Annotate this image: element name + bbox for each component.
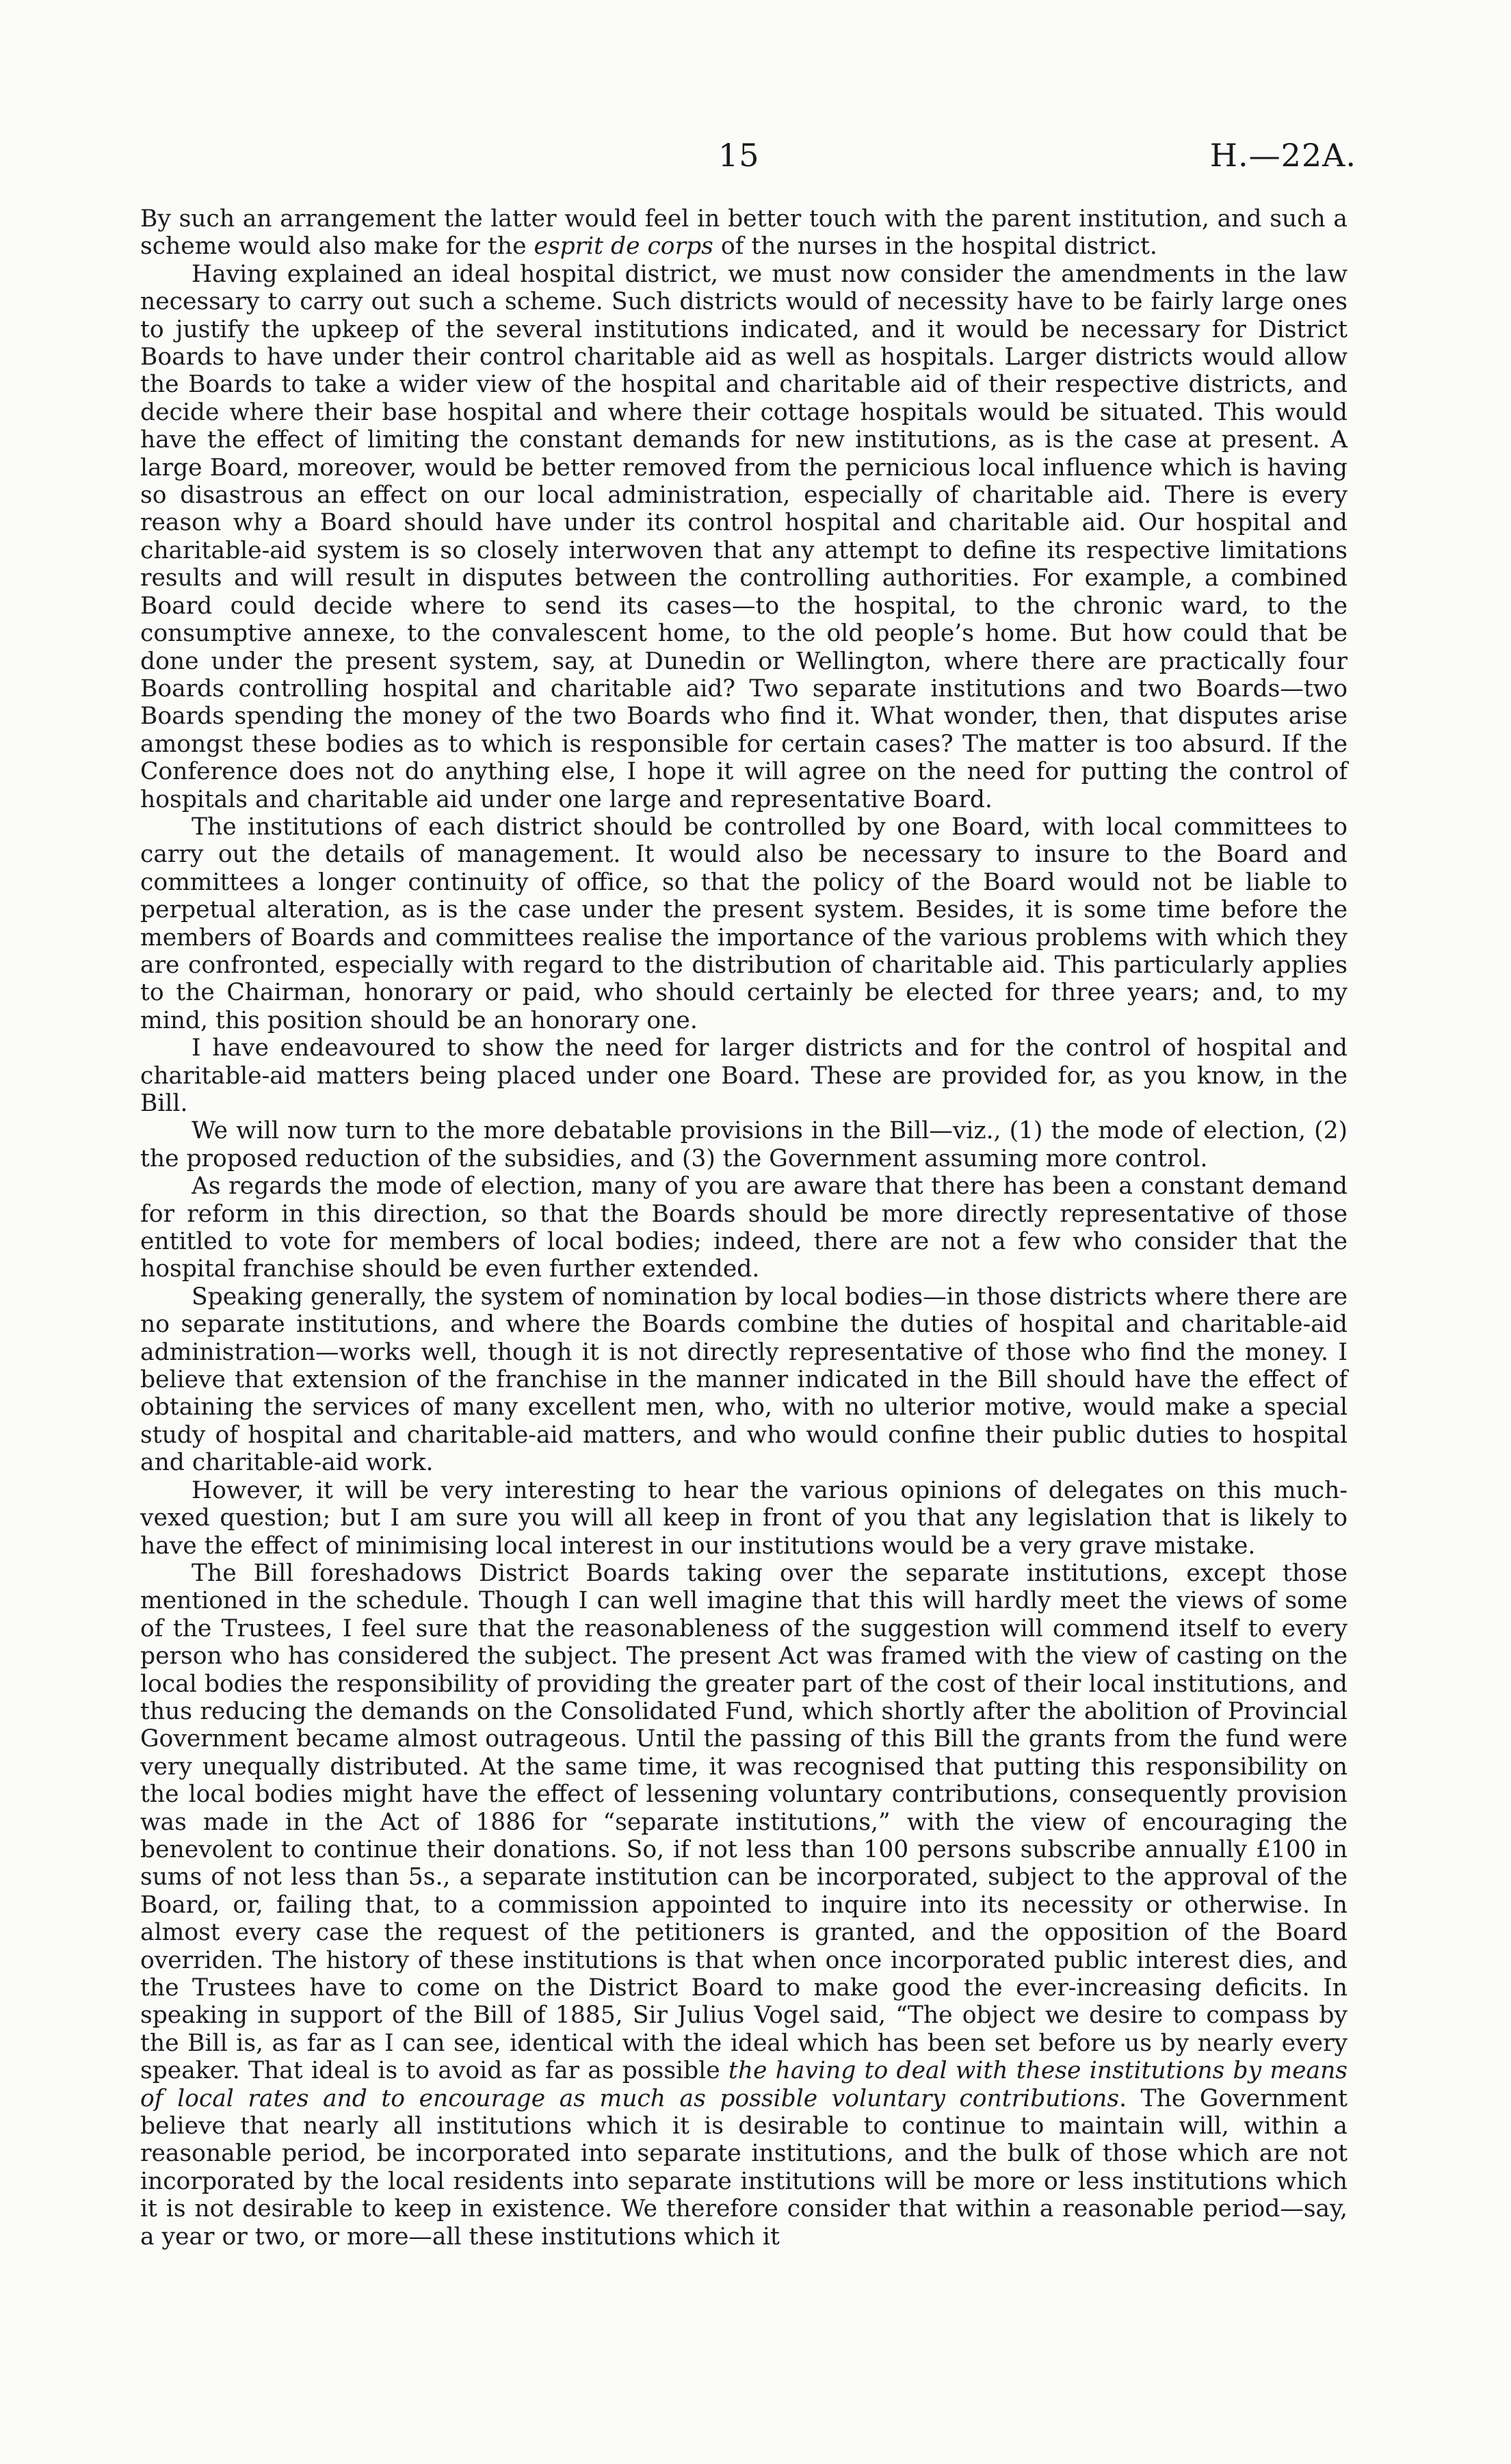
text-segment: of the nurses in the hospital district. <box>713 233 1157 261</box>
text-segment: By such an arrangement the latter would feel in better touch with the parent institution, and such a scheme would also make for the <box>140 205 1348 261</box>
paragraph <box>140 261 1348 813</box>
italic-phrase: esprit de corps <box>534 233 713 261</box>
text-segment: As regards the mode of election, many of you are aware that there has been a constant demand for reform in this direction, so that the Boards should be more directly representative of those entitled to vote for members of local bodies; indeed, there are not a few who consider that the hospital franchise should be even further extended. <box>140 1172 1348 1283</box>
text-segment: The Bill foreshadows District Boards taking over the separate institutions, except those mentioned in the schedule. Though I can well imagine that this will hardly meet the views of some of the Trustees, I feel sure that the reasonableness of the suggestion will commend itself to every person who has considered the subject. The present Act was framed with the view of casting on the local bodies the responsibility of providing the greater part of the cost of their local institutions, and thus reducing the demands on the Consolidated Fund, which shortly after the abolition of Provincial Government became almost outrageous. Until the passing of this Bill the grants from the fund were very unequally distributed. At the same time, it was recognised that putting this responsibility on the local bodies might have the effect of lessening voluntary contributions, consequently provision was made in the Act of 1886 for “separate institutions,” with the view of encouraging the benevolent to continue their donations. So, if not less than 100 persons subscribe annually £100 in sums of not less than 5s., a separate institution can be incorporated, subject to the approval of the Board, or, failing that, to a commission appointed to inquire into its necessity or otherwise. In almost every case the request of the petitioners is granted, and the opposition of the Board overriden. The history of these institutions is that when once incorporated public interest dies, and the Trustees have to come on the District Board to make good the ever-increasing deficits. In speaking in support of the Bill of 1885, Sir Julius Vogel said, “The object we desire to compass by the Bill is, as far as I can see, identical with the ideal which has been set before us by nearly every speaker. That ideal is to avoid as far as possible <box>140 1559 1348 2085</box>
text-segment: . The Government believe that nearly all institutions which it is desirable to continue to maintain will, within a reasonable period, be incorporated into separate institutions, and the bulk of those which are not incorporated by the local residents into separate institutions will be more or less institutions which it is not desirable to keep in existence. We therefore consider that within a reasonable period—say, a year or two, or more—all these institutions which it <box>140 2084 1348 2251</box>
page-number: 15 <box>718 137 760 174</box>
body-text <box>140 205 1348 2251</box>
paragraph <box>140 1117 1348 1172</box>
text-segment: Speaking generally, the system of nomination by local bodies—in those districts where there are no separate institutions, and where the Boards combine the duties of hospital and charitable-aid administration—works well, though it is not directly representative of those who find the money. I believe that extension of the franchise in the manner indicated in the Bill should have the effect of obtaining the services of many excellent men, who, with no ulterior motive, would make a special study of hospital and charitable-aid matters, and who would confine their public duties to hospital and charitable-aid work. <box>140 1283 1348 1477</box>
paragraph <box>140 205 1348 261</box>
text-segment: The institutions of each district should be controlled by one Board, with local committees to carry out the details of management. It would also be necessary to insure to the Board and committees a longer continuity of office, so that the policy of the Board would not be liable to perpetual alteration, as is the case under the present system. Besides, it is some time before the members of Boards and committees realise the importance of the various problems with which they are confronted, especially with regard to the distribution of charitable aid. This particularly applies to the Chairman, honorary or paid, who should certainly be elected for three years; and, to my mind, this position should be an honorary one. <box>140 813 1348 1034</box>
text-segment: I have endeavoured to show the need for larger districts and for the control of hospital and charitable-aid matters being placed under one Board. These are provided for, as you know, in the Bill. <box>140 1034 1348 1117</box>
paragraph <box>140 1034 1348 1117</box>
paragraph <box>140 1560 1348 2251</box>
text-segment: Having explained an ideal hospital district, we must now consider the amendments in the law necessary to carry out such a scheme. Such districts would of necessity have to be fairly large ones to justify the upkeep of the several institutions indicated, and it would be necessary for District Boards to have under their control charitable aid as well as hospitals. Larger districts would allow the Boards to take a wider view of the hospital and charitable aid of their respective districts, and decide where their base hospital and where their cottage hospitals would be situated. This would have the effect of limiting the constant demands for new institutions, as is the case at present. A large Board, moreover, would be better removed from the pernicious local influence which is having so disastrous an effect on our local administration, especially of charitable aid. There is every reason why a Board should have under its control hospital and charitable aid. Our hospital and charitable-aid system is so closely interwoven that any attempt to define its respective limitations results and will result in disputes between the controlling authorities. For example, a combined Board could decide where to send its cases—to the hospital, to the chronic ward, to the consumptive annexe, to the convalescent home, to the old people’s home. But how could that be done under the present system, say, at Dunedin or Wellington, where there are practically four Boards controlling hospital and charitable aid? Two separate institutions and two Boards—two Boards spending the money of the two Boards who find it. What wonder, then, that disputes arise amongst these bodies as to which is responsible for certain cases? The matter is too absurd. If the Conference does not do anything else, I hope it will agree on the need for putting the control of hospitals and charitable aid under one large and representative Board. <box>140 260 1348 813</box>
document-reference: H.—22A. <box>1209 137 1356 174</box>
paragraph <box>140 1172 1348 1283</box>
paragraph <box>140 813 1348 1034</box>
text-segment: However, it will be very interesting to hear the various opinions of delegates on this much-vexed question; but I am sure you will all keep in front of you that any legislation that is likely to have the effect of minimising local interest in our institutions would be a very grave mistake. <box>140 1476 1348 1560</box>
text-segment: We will now turn to the more debatable provisions in the Bill—viz., (1) the mode of election, (2) the proposed reduction of the subsidies, and (3) the Government assuming more control. <box>140 1117 1348 1172</box>
paragraph <box>140 1283 1348 1477</box>
paragraph <box>140 1477 1348 1560</box>
italic-phrase: the having to deal with these institutions by means of local rates and to encourage as much as possible voluntary contributions <box>140 2057 1348 2112</box>
